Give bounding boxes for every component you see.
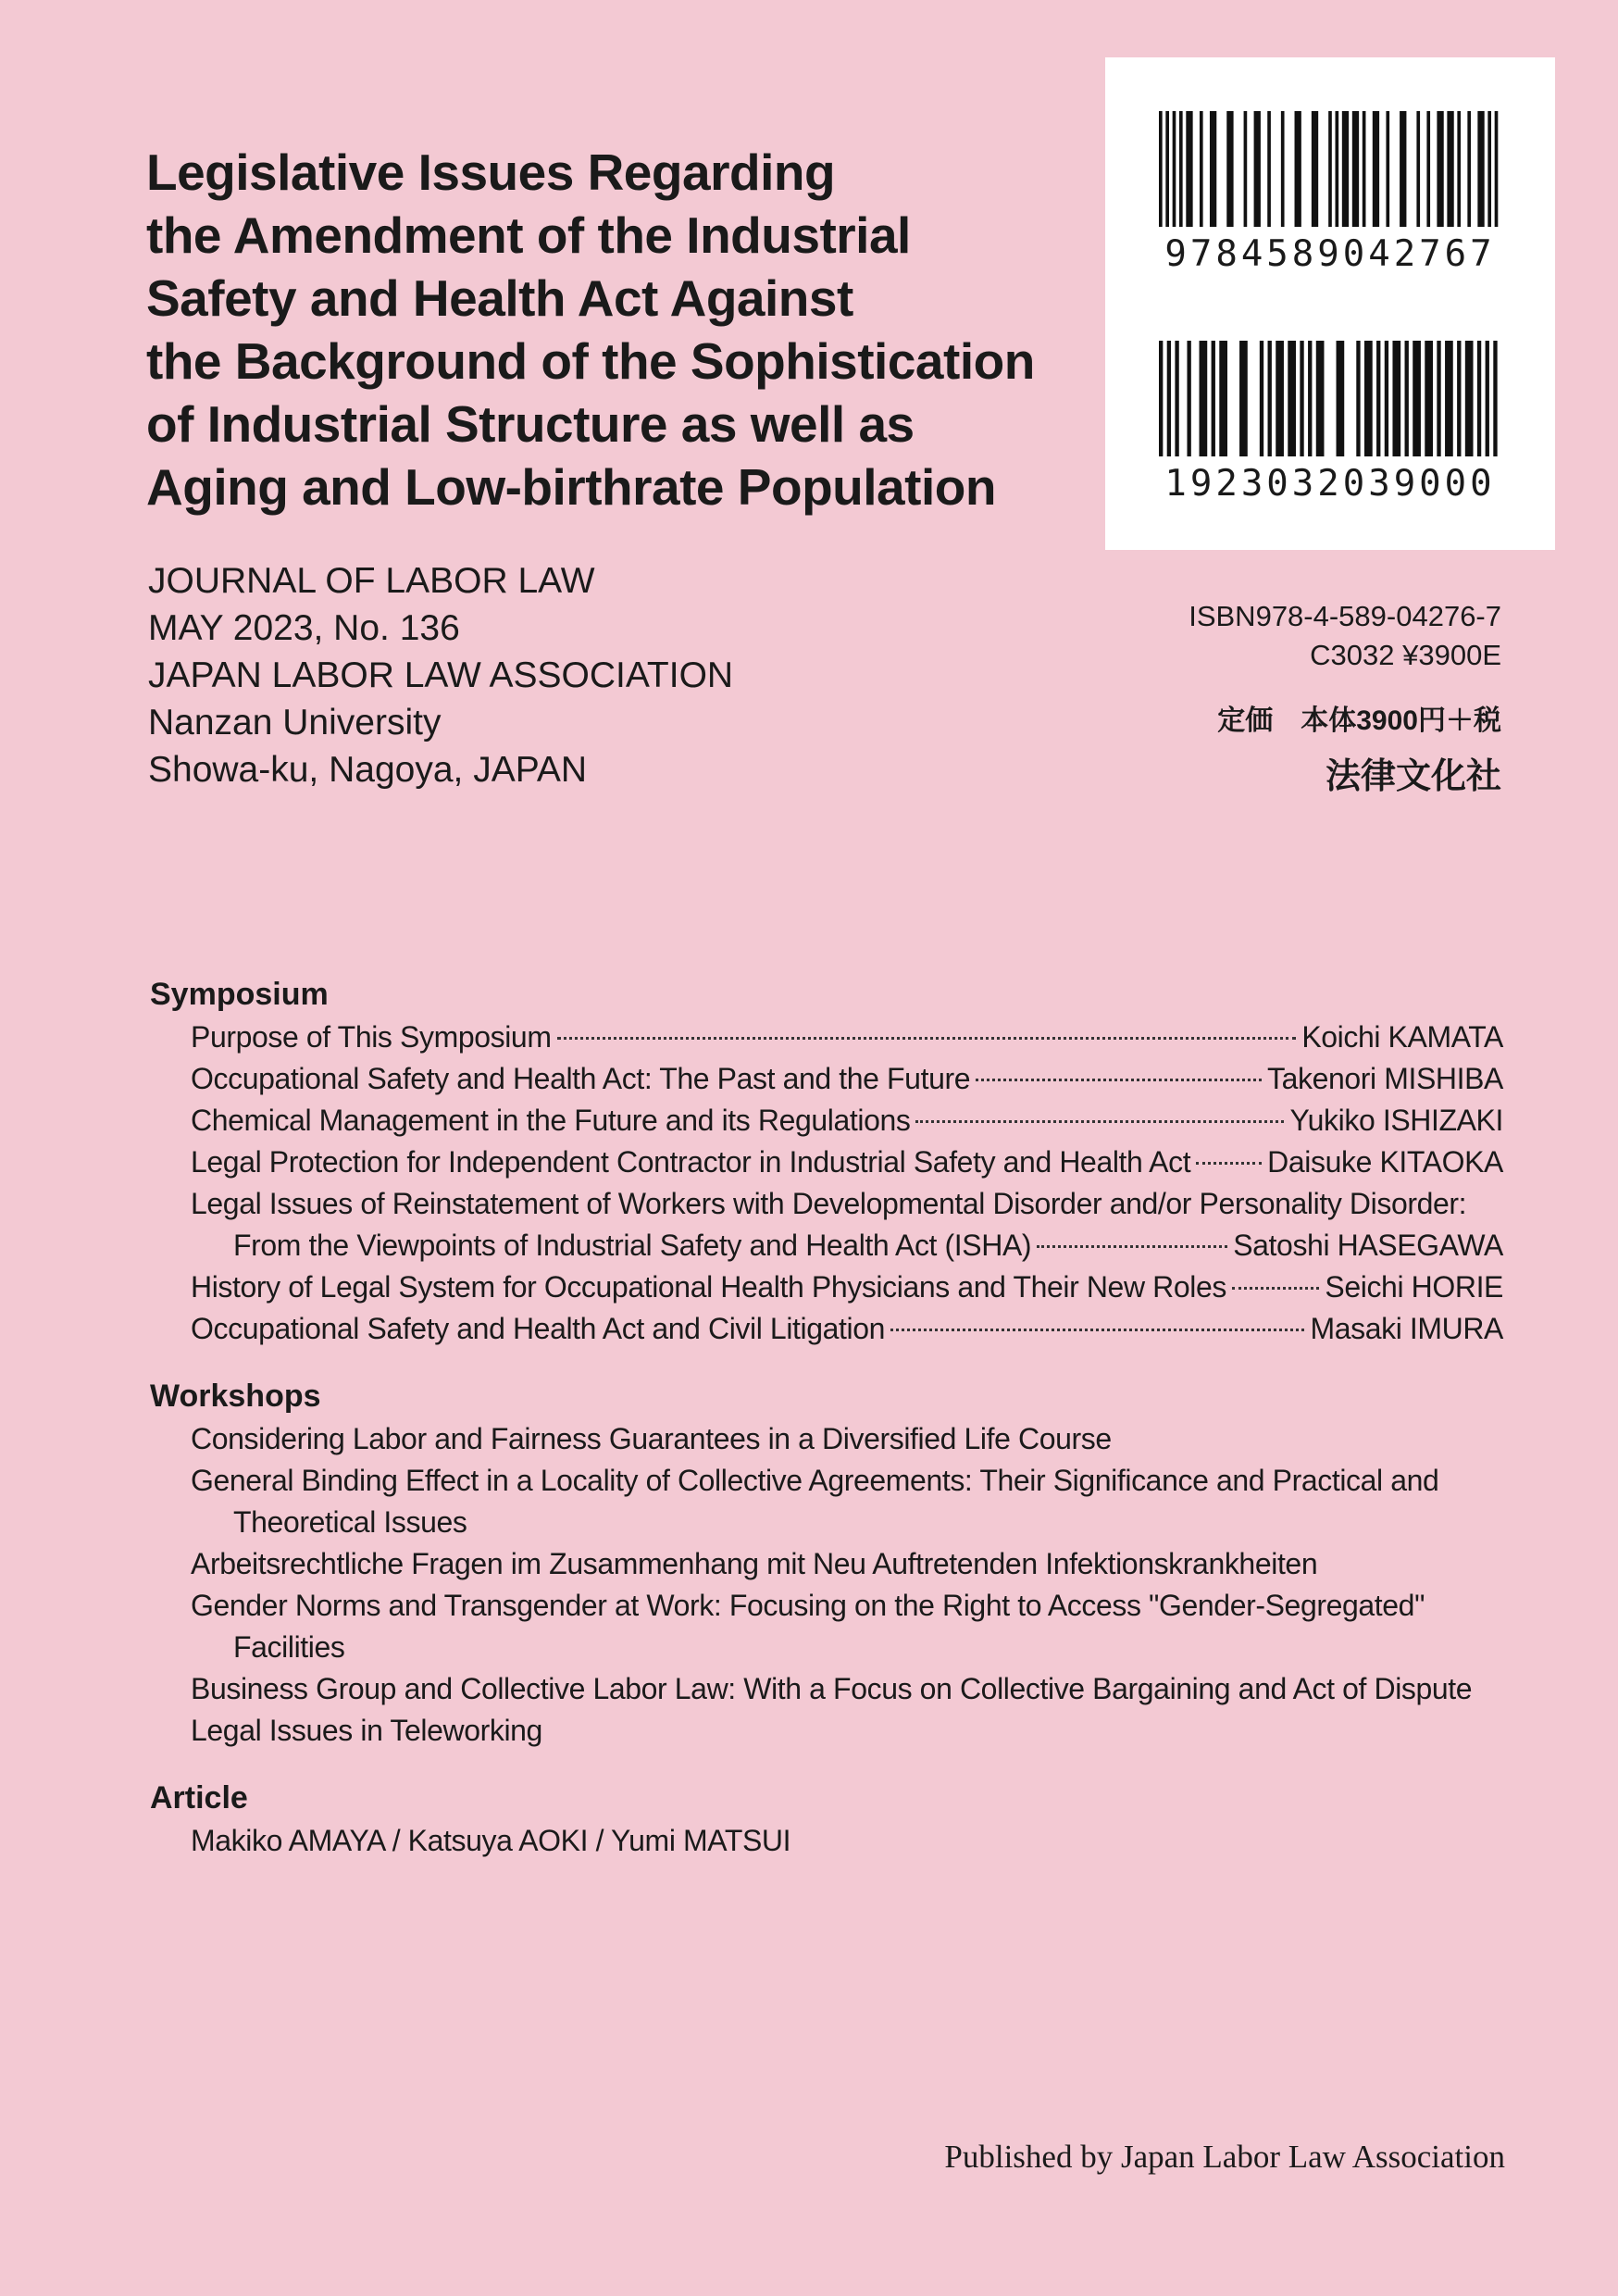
barcode-bar — [1386, 111, 1389, 227]
barcode-bar — [1165, 111, 1169, 227]
leader-dots — [890, 1329, 1304, 1331]
barcode-bar — [1276, 341, 1284, 456]
price-barcode-number: 1923032039000 — [1164, 463, 1496, 505]
entry-author: Seichi HORIE — [1325, 1270, 1503, 1304]
toc-entry — [150, 1225, 1503, 1267]
barcode-bar — [1477, 111, 1484, 227]
title-line: the Background of the Sophistication — [146, 332, 1035, 390]
entry-author: Daisuke KITAOKA — [1267, 1145, 1503, 1179]
toc-entry — [150, 1308, 1503, 1350]
workshop-item: Considering Labor and Fairness Guarantees in a Diversified Life Course — [191, 1422, 1112, 1455]
barcode-bar — [1486, 341, 1489, 456]
publication-info — [1189, 597, 1501, 798]
title-line: Legislative Issues Regarding — [146, 144, 836, 201]
workshop-item: Gender Norms and Transgender at Work: Focusing on the Right to Access "Gender-Segregated" — [191, 1589, 1425, 1622]
barcode-bar — [1200, 111, 1203, 227]
isbn: ISBN978-4-589-04276-7 — [1189, 600, 1501, 632]
barcode-bar — [1457, 341, 1461, 456]
barcode-bar — [1487, 111, 1491, 227]
title-line: of Industrial Structure as well as — [146, 395, 915, 453]
section-heading: Workshops — [150, 1379, 321, 1414]
journal-name: JOURNAL OF LABOR LAW — [148, 561, 595, 601]
entry-author: Satoshi HASEGAWA — [1233, 1229, 1503, 1262]
toc-entry — [150, 1017, 1503, 1058]
barcode-bar — [1426, 111, 1430, 227]
journal-address: Showa-ku, Nagoya, JAPAN — [148, 750, 587, 790]
article-authors: Makiko AMAYA / Katsuya AOKI / Yumi MATSUI — [191, 1824, 791, 1857]
barcode-bar — [1210, 111, 1216, 227]
barcode-bar — [1187, 341, 1190, 456]
workshop-item-continued: Theoretical Issues — [233, 1505, 467, 1539]
journal-university: Nanzan University — [148, 703, 442, 742]
entry-author: Takenori MISHIBA — [1266, 1062, 1503, 1095]
barcode-bar — [1465, 341, 1474, 456]
barcode-bar — [1159, 111, 1163, 227]
barcode-bar — [1239, 341, 1248, 456]
barcode-bar — [1392, 341, 1400, 456]
entry-title: Chemical Management in the Future and its Regulations — [191, 1104, 911, 1137]
entry-title: Occupational Safety and Health Act and Civil Litigation — [191, 1312, 886, 1345]
barcode-bar — [1175, 341, 1178, 456]
workshop-item: Arbeitsrechtliche Fragen im Zusammenhang mit Neu Auftretenden Infektionskrankheiten — [191, 1547, 1318, 1580]
table-of-contents — [150, 974, 1503, 1888]
title-line: Aging and Low-birthrate Population — [146, 458, 996, 516]
barcode-bar — [1337, 341, 1345, 456]
barcode-bar — [1405, 341, 1409, 456]
barcode-bar — [1413, 341, 1421, 456]
barcode-bar — [1288, 341, 1296, 456]
toc-entry — [150, 1142, 1503, 1183]
barcode-bar — [1437, 111, 1443, 227]
barcode-bar — [1400, 111, 1406, 227]
barcode-bar — [1457, 111, 1461, 227]
barcode-bar — [1316, 341, 1325, 456]
classification-code: C3032 ¥3900E — [1310, 639, 1501, 671]
barcode-bar — [1167, 341, 1171, 456]
leader-dots — [557, 1037, 1297, 1040]
journal-association: JAPAN LABOR LAW ASSOCIATION — [148, 655, 734, 695]
entry-title: Purpose of This Symposium — [191, 1020, 552, 1054]
leader-dots — [1037, 1245, 1227, 1248]
leader-dots — [915, 1120, 1284, 1123]
barcode-bar — [1267, 111, 1271, 227]
barcode-bar — [1495, 111, 1499, 227]
toc-entry — [150, 1100, 1503, 1142]
entry-title-line: Legal Issues of Reinstatement of Workers with Developmental Disorder and/or Personality Disorder: — [191, 1187, 1467, 1220]
barcode-bar — [1425, 341, 1433, 456]
barcode-bar — [1342, 111, 1349, 227]
barcode-bar — [1300, 341, 1303, 456]
workshop-item: Business Group and Collective Labor Law: With a Focus on Collective Bargaining and Act of Dispute — [191, 1672, 1473, 1705]
barcode-bar — [1186, 111, 1192, 227]
barcode-bar — [1363, 111, 1366, 227]
leader-dots — [976, 1079, 1262, 1081]
journal-issue: MAY 2023, No. 136 — [148, 608, 460, 648]
entry-title: Occupational Safety and Health Act: The Past and the Future — [191, 1062, 971, 1095]
barcode-bar — [1295, 111, 1301, 227]
barcode-bar — [1268, 341, 1272, 456]
barcode-bar — [1200, 341, 1208, 456]
barcode-bar — [1364, 341, 1373, 456]
entry-title: From the Viewpoints of Industrial Safety and Health Act (ISHA) — [233, 1229, 1032, 1262]
barcode-bar — [1328, 111, 1332, 227]
leader-dots — [1196, 1162, 1262, 1165]
workshop-item: General Binding Effect in a Locality of Collective Agreements: Their Significance and Practical and — [191, 1464, 1439, 1497]
barcode-bar — [1356, 341, 1360, 456]
barcode-bar — [1336, 111, 1339, 227]
barcode-bar — [1308, 341, 1312, 456]
barcode-bar — [1173, 111, 1176, 227]
barcode-bar — [1376, 341, 1380, 456]
workshops-section — [150, 1376, 1503, 1752]
title-line: the Amendment of the Industrial — [146, 206, 911, 264]
barcode-bar — [1244, 111, 1248, 227]
entry-author: Masaki IMURA — [1310, 1312, 1503, 1345]
workshop-item-continued: Facilities — [233, 1630, 345, 1664]
barcode-bar — [1477, 341, 1481, 456]
barcode-bar — [1254, 111, 1261, 227]
title-line: Safety and Health Act Against — [146, 269, 853, 327]
symposium-section — [150, 974, 1503, 1350]
barcode-bar — [1437, 341, 1440, 456]
publisher-name-jp: 法律文化社 — [1325, 755, 1501, 796]
entry-title: History of Legal System for Occupational Health Physicians and Their New Roles — [191, 1270, 1226, 1304]
barcode-bar — [1312, 111, 1318, 227]
barcode-bar — [1447, 111, 1453, 227]
barcode-bar — [1260, 341, 1263, 456]
barcode-bar — [1352, 111, 1359, 227]
article-section — [150, 1778, 1503, 1862]
entry-author: Koichi KAMATA — [1301, 1020, 1503, 1054]
entry-title: Legal Protection for Independent Contractor in Industrial Safety and Health Act — [191, 1145, 1191, 1179]
isbn-barcode — [1159, 111, 1501, 227]
barcode-bar — [1493, 341, 1497, 456]
entry-author: Yukiko ISHIZAKI — [1289, 1104, 1503, 1137]
barcode-bar — [1467, 111, 1471, 227]
barcode-bar — [1219, 341, 1227, 456]
barcode-bar — [1159, 341, 1163, 456]
barcode-bar — [1212, 341, 1215, 456]
price-barcode — [1159, 341, 1501, 456]
isbn-barcode-number: 9784589042767 — [1164, 233, 1496, 275]
toc-entry — [150, 1267, 1503, 1308]
section-heading: Symposium — [150, 977, 329, 1012]
publisher-credit: Published by Japan Labor Law Association — [944, 2139, 1505, 2175]
barcode-bar — [1385, 341, 1388, 456]
barcode-bar — [1179, 111, 1183, 227]
leader-dots — [1232, 1287, 1319, 1290]
journal-info — [148, 557, 733, 793]
barcode-bar — [1226, 111, 1233, 227]
price-label: 定価 本体3900円＋税 — [1217, 705, 1501, 736]
book-title — [146, 141, 1090, 518]
barcode-bar — [1373, 111, 1379, 227]
toc-entry — [150, 1058, 1503, 1100]
barcode-bar — [1445, 341, 1453, 456]
barcode-bar — [1416, 111, 1420, 227]
workshop-item: Legal Issues in Teleworking — [191, 1714, 542, 1747]
barcode-bar — [1281, 111, 1285, 227]
section-heading: Article — [150, 1780, 248, 1816]
barcode-panel — [1105, 57, 1555, 550]
